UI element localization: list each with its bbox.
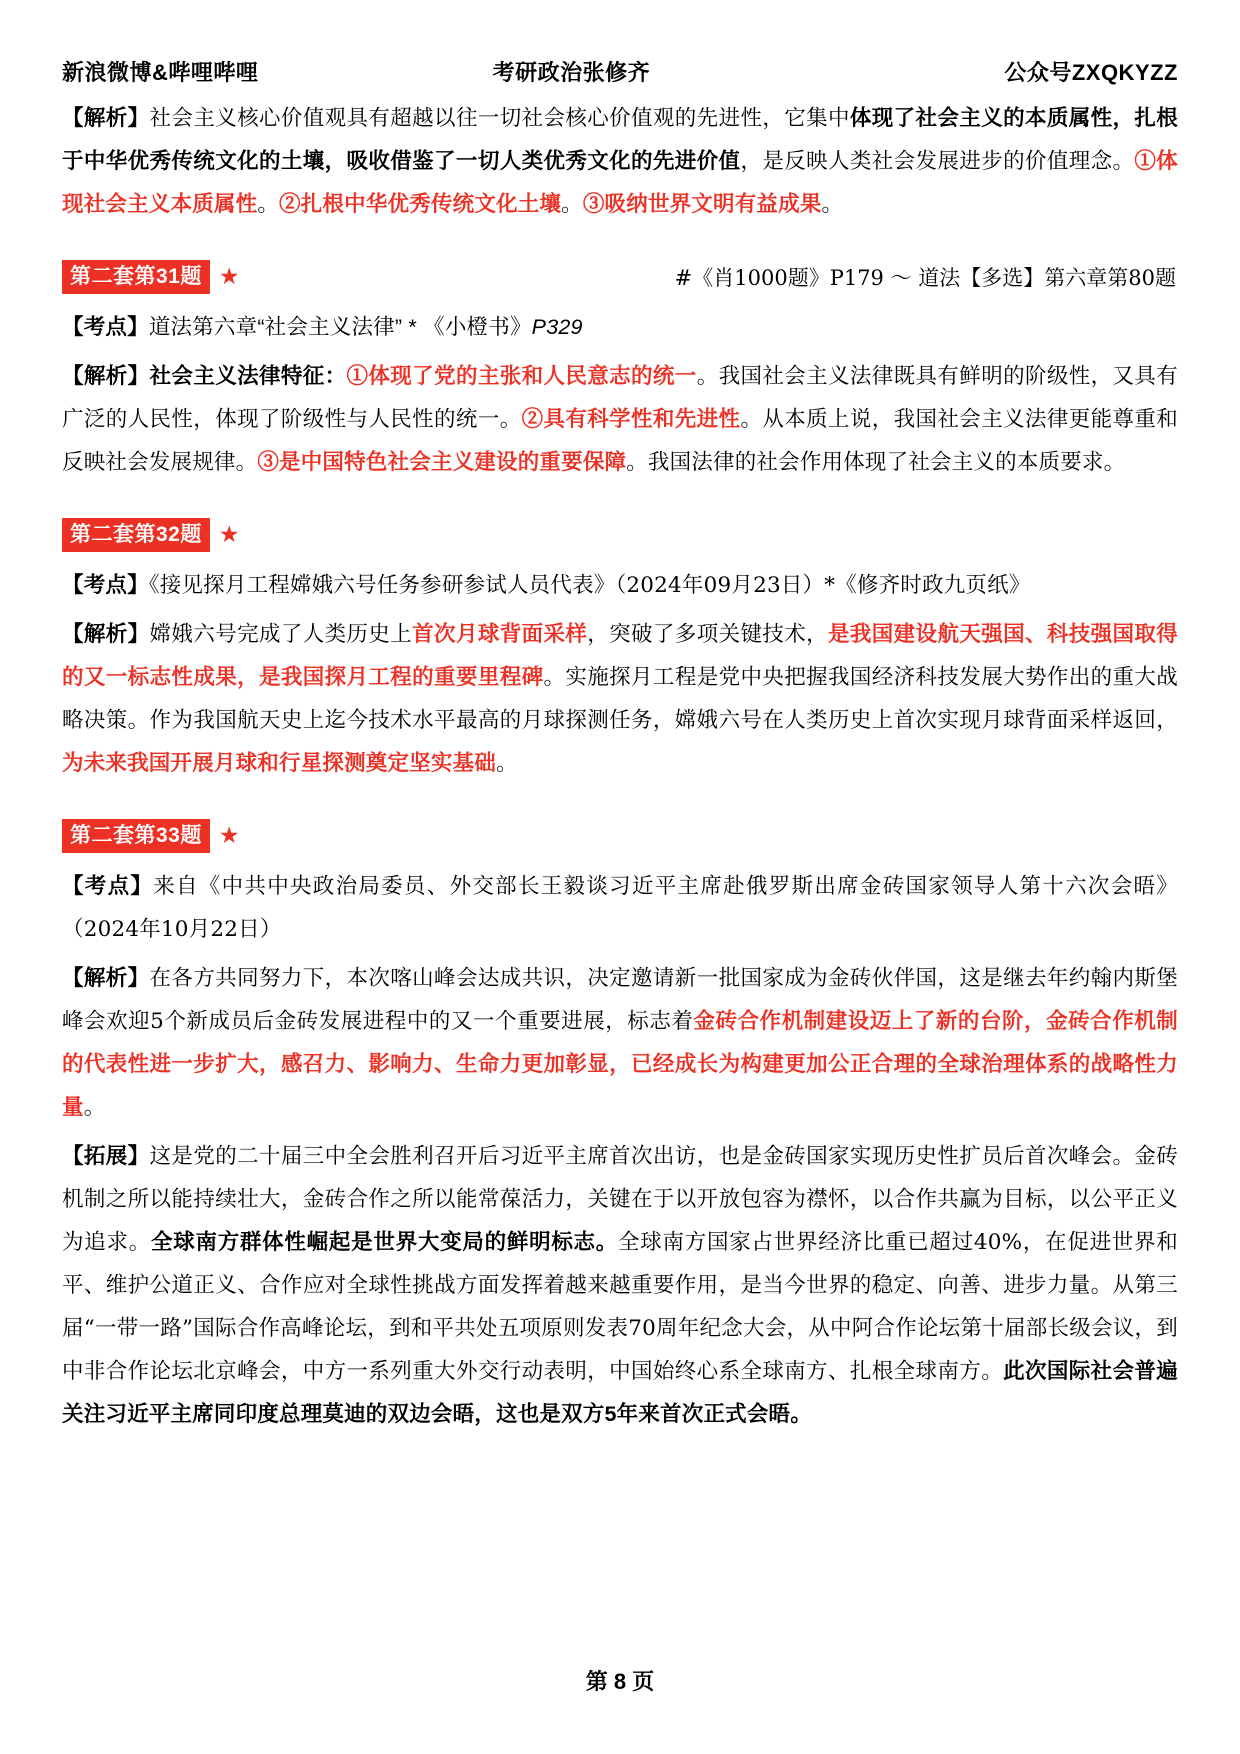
header-right-account: 公众号ZXQKYZZ [1004, 60, 1178, 85]
analysis-paragraph-2-segment-2: ，突破了多项关键技术， [587, 622, 829, 647]
star-icon: ★ [218, 521, 240, 548]
extension-paragraph-3 [62, 1135, 1178, 1436]
kaodian-paragraph-3-segment-0: 来自《中共中央政治局委员、外交部长王毅谈习近平主席赴俄罗斯出席金砖国家领导人第十六次会晤》（2024年10月22日） [62, 874, 1178, 942]
analysis-paragraph-1-segment-1: ①体现了党的主张和人民意志的统一 [346, 364, 697, 388]
analysis-paragraph-2-segment-1: 首次月球背面采样 [412, 622, 588, 646]
kaodian-label-1: 【考点】 [62, 315, 149, 339]
header-left-handle: 新浪微博&哔哩哔哩 [62, 60, 259, 85]
extension-paragraph-3-segment-3: 此次国际社会普遍关注习近平主席同印度总理莫迪的双边会晤，这也是双方5年来首次正式会晤。 [62, 1359, 1178, 1426]
analysis-paragraph-1-segment-0: 社会主义法律特征： [149, 364, 347, 388]
extension-paragraph-3-segment-0: 这是党的二十届三中全会胜利召开后习近平主席首次出访，也是金砖国家实现历史性扩员后首次峰会。金砖机制之所以能持续壮大，金砖合作之所以能常葆活力，关键在于以开放包容为襟怀，以合作共赢为目标，以公平正义为追求。 [62, 1144, 1178, 1255]
section-badge-3[interactable]: 第二套第33题 [62, 819, 210, 853]
kaodian-paragraph-1 [62, 306, 1178, 349]
kaodian-label-2: 【考点】 [62, 573, 149, 597]
intro-segments [62, 106, 1178, 217]
sections-container [62, 260, 1178, 1436]
kaodian-paragraph-3 [62, 865, 1178, 951]
tuozhan-label-3: 【拓展】 [62, 1144, 150, 1168]
section-reference-1: #《肖1000题》P179 ～ 道法【多选】第六章第80题 [674, 266, 1176, 290]
extension-paragraph-3-segment-2: 全球南方国家占世界经济比重已超过40%，在促进世界和平、维护公道正义、合作应对全球性挑战方面发挥着越来越重要作用，是当今世界的稳定、向善、进步力量。从第三届“一带一路”国际合作高峰论坛，到和平共处五项原则发表70周年纪念大会，从中阿合作论坛第十届部长级会议，到中非合作论坛北京峰会，中方一系列重大外交行动表明，中国始终心系全球南方、扎根全球南方。 [62, 1230, 1178, 1384]
intro-segments-segment-1: 体现了社会主义的本质属性，扎根于中华优秀传统文化的土壤，吸收借鉴了一切人类优秀文化的先进价值 [62, 106, 1178, 173]
analysis-paragraph-2 [62, 613, 1178, 785]
analysis-paragraph-2-segment-0: 嫦娥六号完成了人类历史上 [149, 622, 413, 647]
intro-segments-segment-2: ，是反映人类社会发展进步的价值理念。 [740, 149, 1135, 174]
section-header-2 [62, 518, 1178, 552]
analysis-paragraph-3-segment-2: 。 [83, 1095, 106, 1120]
analysis-paragraph-2-segment-3: 是我国建设航天强国、科技强国取得的又一标志性成果，是我国探月工程的重要里程碑 [62, 622, 1178, 689]
intro-segments-segment-4: 。 [257, 192, 280, 217]
section-header-3 [62, 819, 1178, 853]
intro-segments-segment-5: ②扎根中华优秀传统文化土壤 [279, 192, 562, 216]
analysis-paragraph-1-segment-5: ③是中国特色社会主义建设的重要保障 [257, 450, 627, 474]
intro-segments-segment-0: 社会主义核心价值观具有超越以往一切社会核心价值观的先进性，它集中 [149, 106, 850, 131]
kaodian-paragraph-2-segment-0: 《接见探月工程嫦娥六号任务参研参试人员代表》（2024年09月23日）*《修齐时政九页纸》 [148, 573, 1031, 598]
star-icon: ★ [218, 822, 240, 849]
page-footer: 第 8 页 [585, 1669, 655, 1694]
jiexi-label-2: 【解析】 [62, 622, 150, 646]
analysis-label: 【解析】 [62, 106, 150, 130]
analysis-paragraph-1-segment-3: ②具有科学性和先进性 [521, 407, 741, 431]
kaodian-label-3: 【考点】 [62, 874, 154, 898]
analysis-paragraph-2-segment-6: 。 [496, 751, 518, 776]
kaodian-paragraph-2 [62, 564, 1178, 607]
intro-segments-segment-7: ③吸纳世界文明有益成果 [582, 192, 822, 216]
analysis-paragraph-1 [62, 355, 1178, 484]
analysis-paragraph-3-segment-1: 金砖合作机制建设迈上了新的台阶，金砖合作机制的代表性进一步扩大，感召力、影响力、生命力更加彰显，已经成长为构建更加公正合理的全球治理体系的战略性力量 [62, 1009, 1178, 1119]
analysis-paragraph-1-segment-6: 。我国法律的社会作用体现了社会主义的本质要求。 [626, 450, 1126, 475]
analysis-paragraph-3-segment-0: 在各方共同努力下，本次喀山峰会达成共识，决定邀请新一批国家成为金砖伙伴国，这是继去年约翰内斯堡峰会欢迎5个新成员后金砖发展进程中的又一个重要进展，标志着 [62, 966, 1178, 1034]
kaodian-paragraph-1-segment-0: 道法第六章“社会主义法律” * 《小橙书》 [148, 315, 532, 339]
kaodian-paragraph-1-segment-1: P329 [531, 315, 583, 339]
analysis-paragraph-1-segment-2: 。我国社会主义法律既具有鲜明的阶级性，又具有广泛的人民性，体现了阶级性与人民性的统一。 [62, 364, 1178, 432]
analysis-paragraph-2-segment-4: 。实施探月工程是党中央把握我国经济科技发展大势作出的重大战略决策。作为我国航天史上迄今技术水平最高的月球探测任务，嫦娥六号在人类历史上首次实现月球背面采样返回， [62, 665, 1179, 733]
section-badge-1[interactable]: 第二套第31题 [62, 260, 210, 294]
jiexi-label-1: 【解析】 [62, 364, 150, 388]
section-badge-2[interactable]: 第二套第32题 [62, 518, 210, 552]
extension-paragraph-3-segment-1: 全球南方群体性崛起是世界大变局的鲜明标志。 [150, 1230, 619, 1254]
analysis-paragraph-2-segment-5: 为未来我国开展月球和行星探测奠定坚实基础 [62, 751, 497, 775]
page-header [62, 56, 1178, 95]
star-icon: ★ [218, 263, 240, 290]
analysis-paragraph-3 [62, 957, 1178, 1129]
intro-analysis-paragraph [62, 97, 1178, 226]
analysis-paragraph-1-segment-4: 。从本质上说，我国社会主义法律更能尊重和反映社会发展规律。 [62, 407, 1178, 475]
jiexi-label-3: 【解析】 [62, 966, 150, 990]
intro-segments-segment-8: 。 [821, 192, 844, 217]
intro-segments-segment-6: 。 [561, 192, 583, 217]
header-center-title: 考研政治张修齐 [492, 60, 651, 85]
section-header-1 [62, 260, 1178, 294]
intro-segments-segment-3: ①体现社会主义本质属性 [62, 149, 1178, 216]
